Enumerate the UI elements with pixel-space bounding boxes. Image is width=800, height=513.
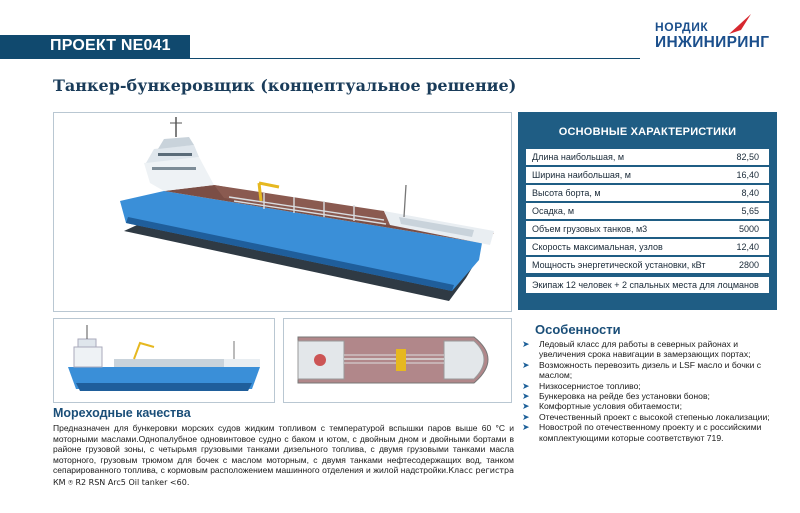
- arrow-bullet-icon: ➤: [522, 422, 530, 433]
- side-view-illustration: [54, 319, 274, 402]
- arrow-bullet-icon: ➤: [522, 391, 530, 402]
- spec-row: [526, 185, 769, 201]
- specs-panel: [518, 112, 777, 310]
- logo-arrow-icon: [727, 12, 753, 38]
- arrow-bullet-icon: ➤: [522, 359, 530, 370]
- spec-label: Объем грузовых танков, м3: [532, 224, 648, 234]
- spec-value: 5000: [738, 224, 759, 234]
- feature-item: [522, 412, 784, 422]
- arrow-bullet-icon: ➤: [522, 339, 530, 349]
- header-rule: [190, 58, 640, 59]
- ship-plan-view-image: [283, 318, 512, 403]
- project-label: ПРОЕКТ NE041: [50, 37, 171, 54]
- spec-row: [526, 203, 769, 219]
- arrow-bullet-icon: ➤: [522, 411, 530, 422]
- sea-qualities-title: Мореходные качества: [53, 406, 191, 420]
- spec-value: 82,50: [736, 152, 759, 162]
- features-list: [522, 339, 784, 443]
- spec-row: [526, 257, 769, 273]
- spec-row: [526, 221, 769, 237]
- ship-side-view-image: [53, 318, 275, 403]
- spec-crew-text: Экипаж 12 человек + 2 спальных места для лоцманов: [532, 280, 759, 290]
- feature-text: Бункеровка на рейде без установки бонов;: [539, 391, 710, 402]
- spec-label: Высота борта, м: [532, 188, 601, 198]
- feature-text: Комфортные условия обитаемости;: [539, 401, 682, 412]
- features-title: Особенности: [535, 322, 621, 337]
- sea-description: Предназначен для бункеровки морских судов жидким топливом с температурой вспышки паров выше 60 °С и моторными маслами.Однопалубное одновинтовое судно с баком и ютом, с двойным дном и двойными бортами в районе грузовой зоны, с четырьмя грузовыми танками дизельного топлива, с двумя грузовыми танками масла моторного, грузовым трюмом для бочек с маслом моторным, с двумя танками нефтесодержащих вод, танком сепарированного топлива, с кормовым расположением машинного отделения и жилой надстройки.: [53, 423, 514, 476]
- ship-illustration: [54, 113, 511, 311]
- sea-qualities-text: [53, 423, 514, 489]
- project-band: [0, 35, 190, 59]
- spec-crew-row: [526, 277, 769, 293]
- spec-value: 2800: [738, 260, 759, 270]
- spec-value: 16,40: [736, 170, 759, 180]
- spec-label: Ширина наибольшая, м: [532, 170, 631, 180]
- arrow-bullet-icon: ➤: [522, 401, 530, 412]
- ship-render-image: [53, 112, 512, 312]
- feature-text: Новострой по отечественному проекту и с российскими комплектующими которые соответствуют 719.: [539, 422, 762, 443]
- logo-line-2: ИНЖИНИРИНГ: [655, 34, 770, 51]
- arrow-bullet-icon: ➤: [522, 380, 530, 391]
- spec-value: 12,40: [736, 242, 759, 252]
- feature-item: [522, 401, 784, 411]
- company-logo: [655, 18, 770, 54]
- spec-value: 8,40: [741, 188, 759, 198]
- feature-text: Низкосернистое топливо;: [539, 380, 641, 391]
- logo-line-1: НОРДИК: [655, 20, 709, 34]
- register-class: Класс регистра КМ ⍟ R2 RSN Arc5 Oil tanker <60.: [53, 466, 514, 487]
- spec-row: [526, 167, 769, 183]
- plan-view-illustration: [284, 319, 511, 402]
- feature-item: [522, 422, 784, 443]
- feature-text: Возможность перевозить дизель и LSF масло и бочки с маслом;: [539, 359, 762, 381]
- spec-label: Осадка, м: [532, 206, 575, 216]
- feature-item: [522, 381, 784, 391]
- spec-label: Длина наибольшая, м: [532, 152, 625, 162]
- feature-text: Отечественный проект с высокой степенью локализации;: [539, 411, 770, 422]
- feature-item: [522, 391, 784, 401]
- feature-item: [522, 339, 784, 360]
- specs-table: [526, 149, 769, 293]
- spec-label: Скорость максимальная, узлов: [532, 242, 663, 252]
- specs-title: ОСНОВНЫЕ ХАРАКТЕРИСТИКИ: [558, 126, 737, 138]
- spec-row: [526, 149, 769, 165]
- feature-item: [522, 360, 784, 381]
- feature-text: Ледовый класс для работы в северных районах и увеличения срока навигации в замерзающих портах;: [539, 339, 751, 360]
- spec-row: [526, 239, 769, 255]
- spec-value: 5,65: [741, 206, 759, 216]
- spec-label: Мощность энергетической установки, кВт: [532, 260, 706, 270]
- page-title: Танкер-бункеровщик (концептуальное решение): [53, 76, 517, 95]
